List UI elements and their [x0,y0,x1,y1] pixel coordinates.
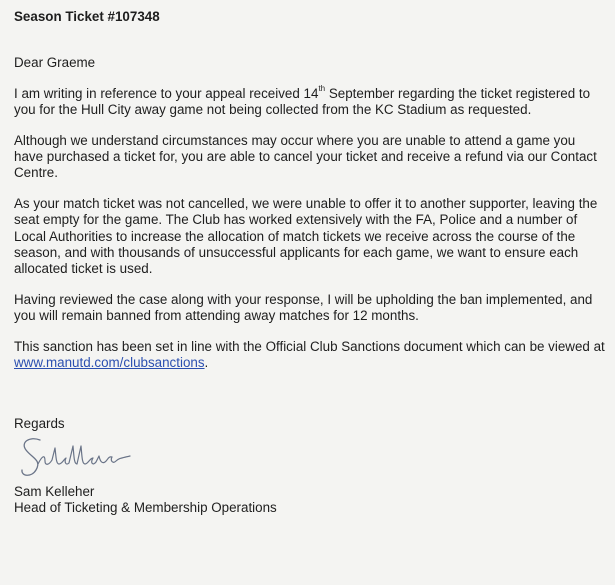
salutation: Dear Graeme [14,55,96,71]
date-ordinal-suffix: th [318,84,326,94]
paragraph-sanctions [14,339,605,372]
club-sanctions-link[interactable]: www.manutd.com/clubsanctions [14,355,205,371]
paragraph-cancellation: Although we understand circumstances may occur where you are unable to attend a game you have purchased a ticket for, you are able to cancel your ticket and receive a refund via our Contact Centre. [14,132,597,181]
handwritten-signature [18,434,138,482]
signer-title: Head of Ticketing & Membership Operations [14,500,277,516]
paragraph-appeal [14,86,605,119]
signer-name: Sam Kelleher [14,483,95,499]
paragraph-sanctions-text-a: This sanction has been set in line with the Official Club Sanctions document which can be viewed at [14,338,605,354]
letter-subject: Season Ticket #107348 [14,9,160,24]
closing-regards: Regards [14,415,65,431]
paragraph-appeal-text-a: I am writing in reference to your appeal received 14 [14,85,319,101]
paragraph-sanctions-text-b: . [204,355,209,371]
paragraph-appeal-text-b: September regarding the ticket registered to you for the Hull City away game not being collected from the KC Stadium as requested. [14,85,591,118]
paragraph-allocation: As your match ticket was not cancelled, we were unable to offer it to another supporter, leaving the seat empty for the game. The Club has worked extensively with the FA, Police and a number of Local Authorities to increase the allocation of match tickets we receive across the course of the season, and with thousands of unsuccessful applicants for each game, we want to ensure each allocated ticket is used. [14,195,598,277]
paragraph-ban-decision: Having reviewed the case along with your response, I will be upholding the ban implemented, and you will remain banned from attending away matches for 12 months. [14,291,593,324]
